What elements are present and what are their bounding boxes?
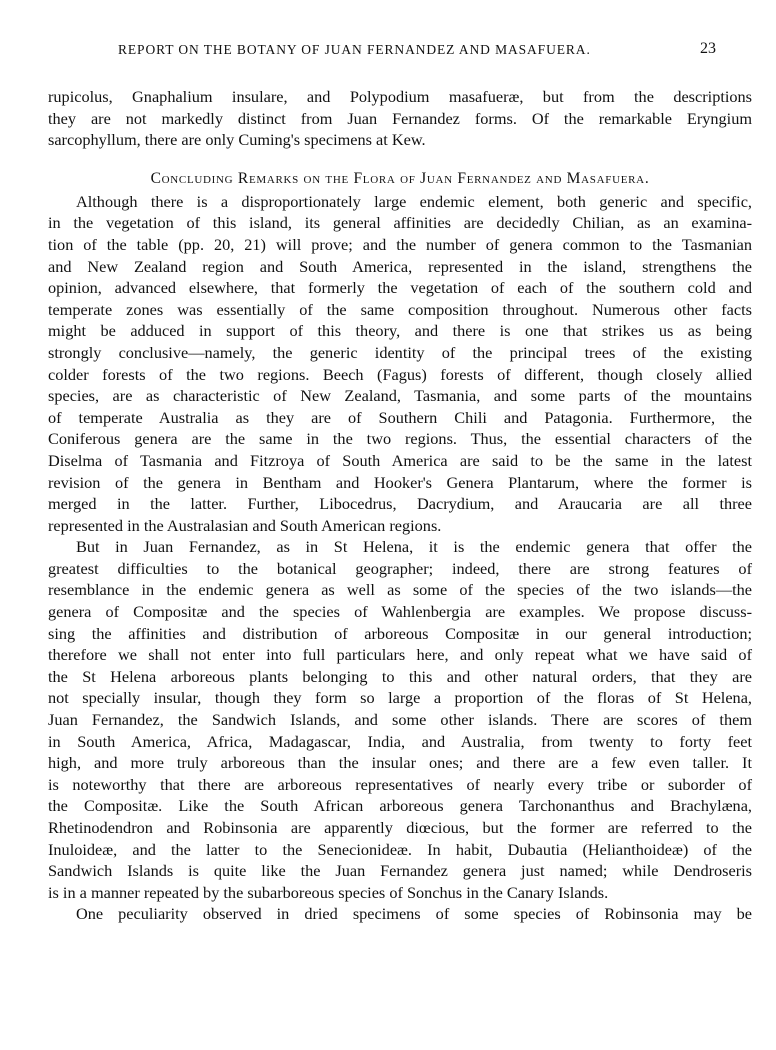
text-line: Although there is a disproportionately large endemic element, both generic and specific, (76, 191, 752, 211)
section-heading: Concluding Remarks on the Flora of Juan Fernandez and Masafuera. (150, 169, 650, 187)
text-line: in the vegetation of this island, its general affinities are decidedly Chilian, as an examina- (48, 213, 752, 233)
text-line: not specially insular, though they form so large a proportion of the floras of St Helena, (48, 688, 752, 708)
text-line: they are not markedly distinct from Juan Fernandez forms. Of the remarkable Eryngium (48, 108, 752, 128)
body-text (48, 86, 752, 925)
text-line: in South America, Africa, Madagascar, India, and Australia, from twenty to forty feet (48, 731, 752, 751)
text-line: Sandwich Islands is quite like the Juan Fernandez genera just named; while Dendroseris (48, 861, 752, 881)
text-line: of temperate Australia as they are of Southern Chili and Patagonia. Furthermore, the (48, 407, 752, 427)
paragraph-3 (48, 903, 752, 925)
text-line: Inuloideæ, and the latter to the Senecionideæ. In habit, Dubautia (Helianthoideæ) of the (48, 839, 752, 859)
text-line: merged in the latter. Further, Libocedrus, Dacrydium, and Araucaria are all three (48, 494, 752, 514)
text-line: genera of Compositæ and the species of Wahlenbergia are examples. We propose discuss- (48, 602, 752, 622)
text-line: greatest difficulties to the botanical geographer; indeed, there are strong features of (48, 558, 752, 578)
text-line: Coniferous genera are the same in the two regions. Thus, the essential characters of the (48, 429, 752, 449)
text-line: the St Helena arboreous plants belonging to this and other natural orders, that they are (48, 666, 752, 686)
text-line: rupicolus, Gnaphalium insulare, and Polypodium masafueræ, but from the descriptions (48, 87, 752, 106)
running-title: REPORT ON THE BOTANY OF JUAN FERNANDEZ AND MASAFUERA. (118, 42, 591, 57)
text-line: the Compositæ. Like the South African arboreous genera Tarchonanthus and Brachylæna, (48, 796, 752, 816)
text-line: temperate zones was essentially of the same composition throughout. Numerous other facts (48, 299, 752, 319)
text-line: Juan Fernandez, the Sandwich Islands, and some other islands. There are scores of them (48, 710, 752, 730)
opening-paragraph (48, 86, 752, 151)
text-line: opinion, advanced elsewhere, that formerly the vegetation of each of the southern cold and (48, 278, 752, 298)
text-line: species, are as characteristic of New Zealand, Tasmania, and some parts of the mountains (48, 386, 752, 406)
text-line: strongly conclusive—namely, the generic identity of the principal trees of the existing (48, 342, 752, 362)
paragraph-2 (48, 536, 752, 903)
text-line: Diselma of Tasmania and Fitzroya of South America are said to be the same in the latest (48, 450, 752, 470)
text-line: But in Juan Fernandez, as in St Helena, it is the endemic genera that offer the (76, 537, 752, 557)
text-line: is noteworthy that there are arboreous representatives of nearly every tribe or suborder of (48, 774, 752, 794)
text-line: tion of the table (pp. 20, 21) will prove; and the number of genera common to the Tasmanian (48, 234, 752, 254)
text-line: might be adduced in support of this theory, and there is one that strikes us as being (48, 321, 752, 341)
text-line: Rhetinodendron and Robinsonia are apparently diœcious, but the former are referred to the (48, 818, 752, 837)
page-number: 23 (700, 40, 716, 57)
text-line: colder forests of the two regions. Beech (Fagus) forests of different, though closely allied (48, 364, 752, 384)
text-line: high, and more truly arboreous than the insular ones; and there are a few even taller. It (48, 753, 752, 773)
text-line: sing the affinities and distribution of arboreous Compositæ in our general introduction; (48, 623, 752, 643)
paragraph-1 (48, 191, 752, 537)
text-line: represented in the Australasian and South American regions. (48, 515, 442, 535)
text-line: and New Zealand region and South America, represented in the island, strengthens the (48, 256, 752, 276)
text-line: therefore we shall not enter into full particulars here, and only repeat what we have said of (48, 645, 752, 665)
text-line: revision of the genera in Bentham and Hooker's Genera Plantarum, where the former is (48, 472, 752, 492)
text-line: resemblance in the endemic genera as well as some of the species of the two islands—the (48, 580, 752, 600)
text-line: is in a manner repeated by the subarboreous species of Sonchus in the Canary Islands. (48, 882, 609, 902)
text-line: sarcophyllum, there are only Cuming's specimens at Kew. (48, 130, 426, 150)
text-line: One peculiarity observed in dried specimens of some species of Robinsonia may be (76, 904, 752, 924)
